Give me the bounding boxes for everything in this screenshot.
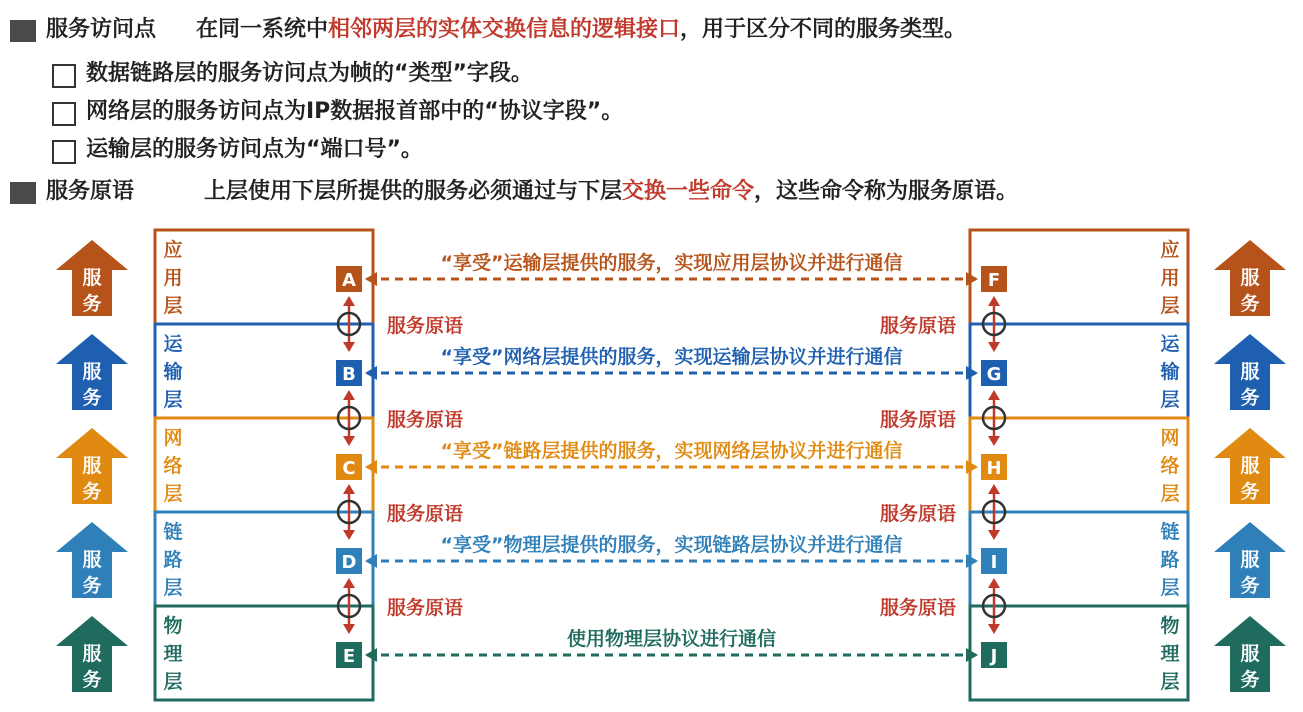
layer-name-right: 层 <box>1160 671 1180 693</box>
layer-name-left: 应 <box>163 239 183 261</box>
layer-name-right: 用 <box>1160 267 1180 289</box>
service-arrow-text: 服 <box>82 643 102 665</box>
service-primitive-label: 服务原语 <box>879 597 957 619</box>
service-arrow-text: 服 <box>82 267 102 289</box>
layer-name-right: 层 <box>1160 295 1180 317</box>
sap-prefix: 在同一系统中 <box>196 17 329 42</box>
sap-item: 网络层的服务访问点为IP数据报首部中的“协议字段”。 <box>86 99 624 124</box>
service-primitive-label: 服务原语 <box>879 503 957 525</box>
entity-label-left: B <box>342 364 356 385</box>
service-arrow-text: 务 <box>82 481 102 503</box>
layer-name-left: 层 <box>163 671 183 693</box>
service-arrow-text: 服 <box>1240 549 1260 571</box>
layer-name-right: 链 <box>1160 521 1180 543</box>
entity-label-right: J <box>990 646 998 667</box>
service-primitive-label: 服务原语 <box>879 315 957 337</box>
service-arrow-text: 服 <box>1240 361 1260 383</box>
service-arrow-text: 务 <box>1240 293 1260 315</box>
primitive-suffix: ，这些命令称为服务原语。 <box>754 179 1019 204</box>
service-primitive-label: 服务原语 <box>386 315 464 337</box>
service-arrow-text: 务 <box>82 387 102 409</box>
service-arrow-text: 务 <box>1240 669 1260 691</box>
layer-name-left: 络 <box>163 455 183 477</box>
entity-label-left: C <box>342 458 356 479</box>
layer-name-right: 运 <box>1160 333 1180 355</box>
entity-label-right: I <box>990 552 998 573</box>
layer-name-right: 层 <box>1160 577 1180 599</box>
entity-label-left: D <box>341 552 357 573</box>
layer-name-left: 层 <box>163 389 183 411</box>
service-arrow-text: 服 <box>82 549 102 571</box>
service-arrow-text: 务 <box>1240 575 1260 597</box>
primitive-label: 服务原语 <box>46 179 135 204</box>
layer-name-left: 输 <box>163 361 183 383</box>
peer-comm-text: “享受”运输层提供的服务，实现应用层协议并进行通信 <box>440 252 903 274</box>
service-arrow-text: 务 <box>82 669 102 691</box>
layer-name-left: 理 <box>163 643 183 665</box>
entity-label-left: E <box>342 646 356 667</box>
service-arrow-text: 服 <box>1240 455 1260 477</box>
entity-label-right: G <box>986 364 1002 385</box>
primitive-highlight: 交换一些命令 <box>622 179 755 204</box>
layer-name-right: 应 <box>1160 239 1180 261</box>
service-primitive-label: 服务原语 <box>386 409 464 431</box>
layer-name-left: 运 <box>163 333 183 355</box>
service-arrow-text: 务 <box>1240 481 1260 503</box>
service-primitive-label: 服务原语 <box>386 597 464 619</box>
service-arrow-text: 务 <box>1240 387 1260 409</box>
layer-name-right: 输 <box>1160 361 1180 383</box>
entity-label-right: H <box>986 458 1002 479</box>
layer-name-left: 路 <box>163 549 183 571</box>
primitive-prefix: 上层使用下层所提供的服务必须通过与下层 <box>204 179 623 204</box>
peer-comm-text: “享受”网络层提供的服务，实现运输层协议并进行通信 <box>440 346 903 368</box>
layer-name-right: 络 <box>1160 455 1180 477</box>
layer-name-right: 层 <box>1160 389 1180 411</box>
service-primitive-label: 服务原语 <box>386 503 464 525</box>
sap-highlight: 相邻两层的实体交换信息的逻辑接口 <box>328 17 681 42</box>
service-primitive-label: 服务原语 <box>879 409 957 431</box>
sap-item: 数据链路层的服务访问点为帧的“类型”字段。 <box>86 61 533 86</box>
sap-label: 服务访问点 <box>46 17 157 42</box>
peer-comm-text: 使用物理层协议进行通信 <box>566 628 777 650</box>
service-arrow-text: 服 <box>1240 643 1260 665</box>
layer-name-left: 链 <box>163 521 183 543</box>
peer-comm-text: “享受”物理层提供的服务，实现链路层协议并进行通信 <box>440 534 903 556</box>
layer-name-right: 层 <box>1160 483 1180 505</box>
layer-name-left: 网 <box>163 427 183 449</box>
layer-name-left: 物 <box>163 615 183 637</box>
service-arrow-text: 服 <box>82 455 102 477</box>
service-arrow-text: 务 <box>82 575 102 597</box>
service-arrow-text: 务 <box>82 293 102 315</box>
layer-name-right: 网 <box>1160 427 1180 449</box>
sap-suffix: ，用于区分不同的服务类型。 <box>680 17 967 42</box>
service-arrow-text: 服 <box>82 361 102 383</box>
entity-label-left: A <box>342 270 356 291</box>
layer-name-left: 用 <box>163 267 183 289</box>
service-arrow-text: 服 <box>1240 267 1260 289</box>
layer-name-left: 层 <box>163 577 183 599</box>
layer-name-left: 层 <box>163 483 183 505</box>
layer-name-right: 物 <box>1160 615 1180 637</box>
layer-name-left: 层 <box>163 295 183 317</box>
sap-item: 运输层的服务访问点为“端口号”。 <box>86 137 423 162</box>
layer-name-right: 路 <box>1160 549 1180 571</box>
layer-name-right: 理 <box>1160 643 1180 665</box>
entity-label-right: F <box>987 270 1001 291</box>
peer-comm-text: “享受”链路层提供的服务，实现网络层协议并进行通信 <box>440 440 903 462</box>
